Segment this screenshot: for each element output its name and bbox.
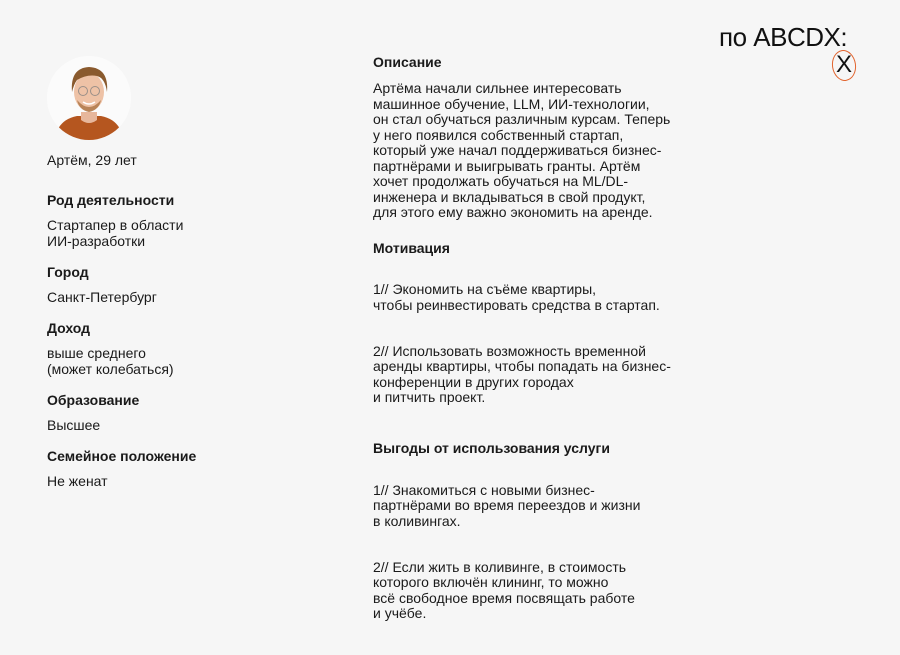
field-education xyxy=(47,391,307,433)
person-photo-icon xyxy=(47,56,131,140)
section-title: Выгоды от использования услуги xyxy=(373,440,610,456)
section-benefits xyxy=(373,439,703,637)
brand-mark-letter: X xyxy=(835,51,852,78)
field-label: Семейное положение xyxy=(47,448,197,464)
field-label: Город xyxy=(47,264,89,280)
field-value: Не женат xyxy=(47,473,108,489)
persona-details xyxy=(47,191,307,503)
field-value: Санкт-Петербург xyxy=(47,289,157,305)
list-item: 2// Использовать возможность временной аренды квартиры, чтобы попадать на бизнес- конференции в других городах и питчить проект. xyxy=(373,342,671,405)
circle-mark-icon xyxy=(830,48,858,82)
field-city xyxy=(47,263,307,305)
field-income xyxy=(47,319,307,377)
list-item: 1// Знакомиться с новыми бизнес- партнёрами во время переездов и жизни в коливингах. xyxy=(373,481,641,529)
field-occupation xyxy=(47,191,307,249)
persona-narrative xyxy=(373,53,703,655)
field-label: Доход xyxy=(47,320,91,336)
field-label: Род деятельности xyxy=(47,192,175,208)
brand-mark xyxy=(833,50,855,80)
field-value: выше среднего (может колебаться) xyxy=(47,345,174,377)
field-marital-status xyxy=(47,447,307,489)
persona-name-age: Артём, 29 лет xyxy=(47,152,137,168)
brand-logo-text: по ABCDX: xyxy=(719,22,848,52)
section-title: Описание xyxy=(373,54,442,70)
section-text: Артёма начали сильнее интересовать машинное обучение, LLM, ИИ-технологии, он стал обучаться различным курсам. Теперь у него появился собственный стартап, который уже начал поддерживаться бизнес- партнёрами и выигрывать гранты. Артём хочет продолжать обучаться на ML/DL- инженера и вкладываться в свой продукт, для этого ему важно экономить на аренде. xyxy=(373,80,671,220)
list-item: 2// Если жить в коливинге, в стоимость которого включён клининг, то можно всё свободное время посвящать работе и учёбе. xyxy=(373,558,635,621)
list-item: 1// Экономить на съёме квартиры, чтобы реинвестировать средства в стартап. xyxy=(373,281,660,313)
field-value: Высшее xyxy=(47,417,101,433)
field-value: Стартапер в области ИИ-разработки xyxy=(47,217,184,249)
section-list xyxy=(373,267,703,422)
section-title: Мотивация xyxy=(373,239,450,256)
section-motivation xyxy=(373,239,703,422)
section-description xyxy=(373,53,703,221)
avatar xyxy=(47,56,131,140)
section-list xyxy=(373,467,703,637)
field-label: Образование xyxy=(47,392,140,408)
